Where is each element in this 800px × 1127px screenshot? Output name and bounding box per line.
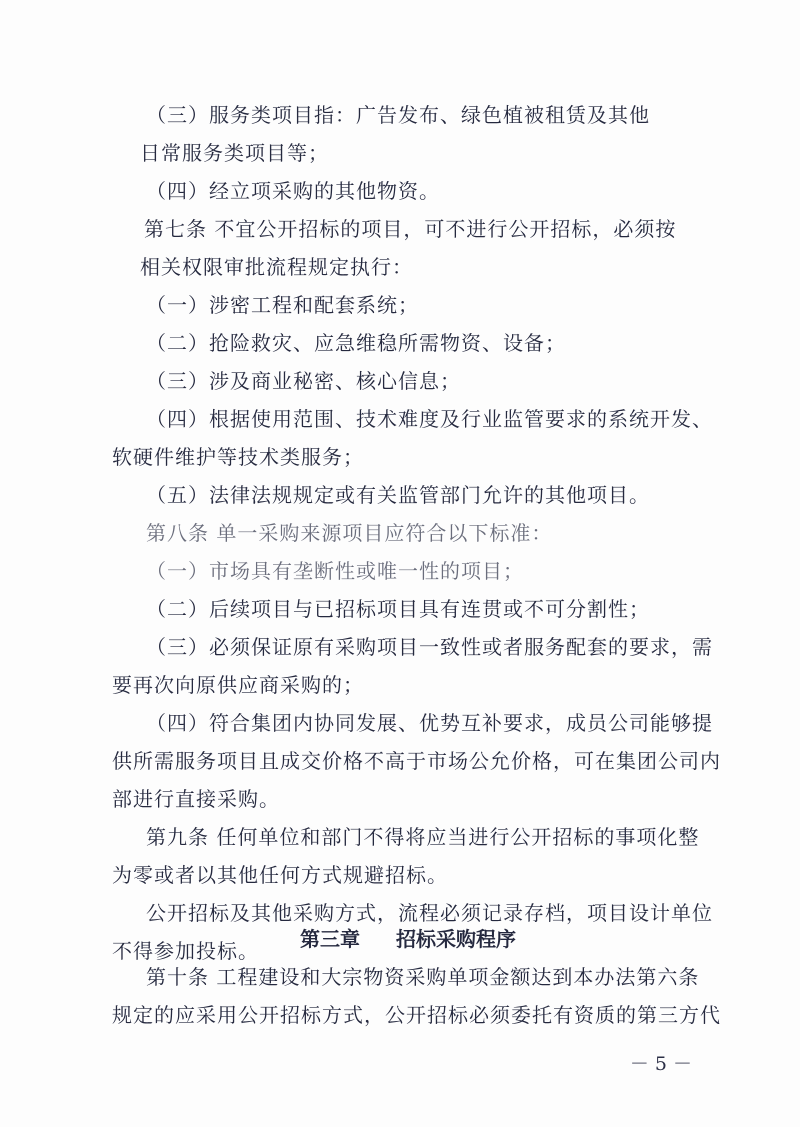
text-line-15: （三）必须保证原有采购项目一致性或者服务配套的要求，需 <box>146 635 713 659</box>
text-line-2: 日常服务类项目等； <box>140 141 329 165</box>
text-line-20: 第九条 任何单位和部门不得将应当进行公开招标的事项化整 <box>146 825 700 849</box>
text-line-5: 相关权限审批流程规定执行： <box>140 255 413 279</box>
text-line-13: （一）市场具有垄断性或唯一性的项目； <box>146 559 524 583</box>
text-line-8: （三）涉及商业秘密、核心信息； <box>146 369 461 393</box>
text-line-12: 第八条 单一采购来源项目应符合以下标准： <box>146 521 553 545</box>
text-line-6: （一）涉密工程和配套系统； <box>146 293 419 317</box>
text-line-25: 规定的应采用公开招标方式，公开招标必须委托有资质的第三方代 <box>112 1003 721 1027</box>
text-line-17: （四）符合集团内协同发展、优势互补要求，成员公司能够提 <box>146 711 713 735</box>
text-line-3: （四）经立项采购的其他物资。 <box>146 179 440 203</box>
text-line-14: （二）后续项目与已招标项目具有连贯或不可分割性； <box>146 597 650 621</box>
text-line-22: 公开招标及其他采购方式，流程必须记录存档，项目设计单位 <box>146 901 713 925</box>
text-line-10: 软硬件维护等技术类服务； <box>112 445 364 469</box>
text-line-19: 部进行直接采购。 <box>112 787 280 811</box>
text-line-16: 要再次向原供应商采购的； <box>112 673 364 697</box>
text-line-4: 第七条 不宜公开招标的项目，可不进行公开招标，必须按 <box>144 217 677 241</box>
chapter-heading <box>300 926 516 952</box>
text-line-24: 第十条 工程建设和大宗物资采购单项金额达到本办法第六条 <box>146 965 700 989</box>
chapter-number: 第三章 <box>300 927 360 951</box>
text-line-1: （三）服务类项目指：广告发布、绿色植被租赁及其他 <box>146 103 650 127</box>
text-line-11: （五）法律法规规定或有关监管部门允许的其他项目。 <box>146 483 650 507</box>
text-line-7: （二）抢险救灾、应急维稳所需物资、设备； <box>146 331 566 355</box>
page-number: － 5 － <box>629 1053 692 1075</box>
text-line-9: （四）根据使用范围、技术难度及行业监管要求的系统开发、 <box>146 407 713 431</box>
text-line-21: 为零或者以其他任何方式规避招标。 <box>112 863 448 887</box>
chapter-title: 招标采购程序 <box>396 927 516 951</box>
text-line-18: 供所需服务项目且成交价格不高于市场公允价格，可在集团公司内 <box>112 749 721 773</box>
text-line-23: 不得参加投标。 <box>112 939 259 963</box>
